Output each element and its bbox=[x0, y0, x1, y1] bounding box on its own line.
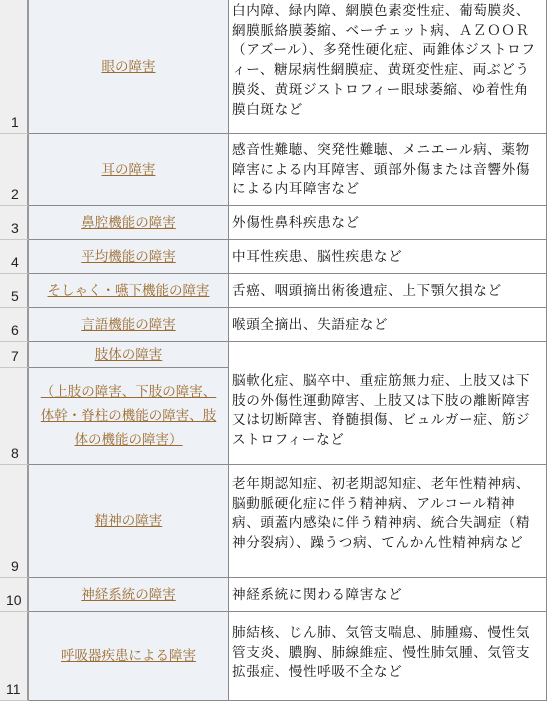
description-text: 外傷性鼻科疾患など bbox=[232, 214, 360, 231]
row-header[interactable] bbox=[0, 0, 29, 134]
description-cell[interactable] bbox=[229, 240, 547, 274]
row-header[interactable] bbox=[0, 240, 29, 274]
table-row bbox=[0, 465, 549, 578]
table-row bbox=[0, 308, 549, 342]
category-link-nervous[interactable]: 神経系統の障害 bbox=[81, 586, 176, 603]
category-link-speech[interactable]: 言語機能の障害 bbox=[81, 316, 176, 333]
table-row bbox=[0, 134, 549, 206]
row-header[interactable] bbox=[0, 206, 29, 240]
row-number: 10 bbox=[6, 592, 22, 608]
category-link-mental[interactable]: 精神の障害 bbox=[94, 513, 163, 529]
row-header[interactable] bbox=[0, 368, 29, 465]
row-header[interactable] bbox=[0, 578, 29, 612]
row-number: 11 bbox=[6, 681, 21, 697]
row-number: 2 bbox=[11, 186, 19, 202]
row-number: 5 bbox=[11, 288, 19, 304]
category-cell[interactable] bbox=[29, 368, 229, 465]
description-text: 脳軟化症、脳卒中、重症筋無力症、上肢又は下肢の外傷性運動障害、上肢又は下肢の離断障害又は切断障害、脊髄損傷、ビュルガー症、筋ジストロフィーなど bbox=[232, 373, 531, 449]
category-cell[interactable] bbox=[29, 240, 229, 274]
row-header[interactable] bbox=[0, 134, 29, 206]
row-header[interactable] bbox=[0, 342, 29, 368]
table-row bbox=[0, 274, 549, 308]
table-row bbox=[0, 612, 549, 701]
description-cell[interactable]: 白内障、緑内障、網膜色素変性症、葡萄膜炎、網膜脈絡膜萎縮、ベーチェット病、ＡＺＯＯＲ（アズール）、多発性硬化症、両錐体ジストロフィー、糖尿病性網膜症、黄斑変性症、両ぶどう膜炎、黄斑ジストロフィー眼球萎縮、ゆ着性角膜白斑など bbox=[229, 0, 547, 134]
category-link-limbs[interactable]: 肢体の障害 bbox=[94, 346, 163, 363]
row-number: 9 bbox=[11, 558, 19, 574]
category-cell[interactable] bbox=[29, 0, 229, 134]
table-row bbox=[0, 578, 549, 612]
description-text: 感音性難聴、突発性難聴、メニエール病、薬物障害による内耳障害、頭部外傷または音響外傷による内耳障害など bbox=[232, 141, 531, 198]
row-header[interactable] bbox=[0, 308, 29, 342]
category-cell[interactable] bbox=[29, 342, 229, 368]
description-cell-merged[interactable] bbox=[229, 342, 547, 465]
table-row bbox=[0, 0, 549, 134]
description-cell[interactable]: 肺結核、じん肺、気管支喘息、肺腫瘍、慢性気管支炎、膿胸、肺線維症、慢性肺気腫、気管支拡張症、慢性呼吸不全など bbox=[229, 612, 547, 701]
category-cell[interactable] bbox=[29, 308, 229, 342]
description-cell[interactable] bbox=[229, 578, 547, 612]
row-header[interactable] bbox=[0, 612, 29, 701]
description-text: 中耳性疾患、脳性疾患など bbox=[232, 248, 403, 265]
row-number: 7 bbox=[11, 348, 19, 364]
description-cell[interactable] bbox=[229, 274, 547, 308]
category-cell[interactable] bbox=[29, 612, 229, 701]
category-link-eye[interactable]: 眼の障害 bbox=[101, 58, 156, 75]
category-cell[interactable] bbox=[29, 206, 229, 240]
description-cell[interactable] bbox=[229, 308, 547, 342]
row-number: 4 bbox=[11, 254, 19, 270]
category-link-balance[interactable]: 平均機能の障害 bbox=[81, 248, 176, 265]
row-header[interactable] bbox=[0, 465, 29, 578]
category-cell[interactable] bbox=[29, 578, 229, 612]
description-text: 舌癌、咽頭摘出術後遺症、上下顎欠損など bbox=[232, 282, 502, 299]
category-link-ear[interactable]: 耳の障害 bbox=[101, 161, 156, 178]
description-text: 神経系統に関わる障害など bbox=[232, 586, 403, 603]
table-row bbox=[0, 240, 549, 274]
row-number: 3 bbox=[11, 220, 19, 236]
category-link-respiratory[interactable]: 呼吸器疾患による障害 bbox=[61, 648, 196, 664]
row-number: 1 bbox=[11, 114, 19, 130]
category-link-nasal[interactable]: 鼻腔機能の障害 bbox=[81, 214, 176, 231]
row-number: 6 bbox=[11, 322, 19, 338]
table-row bbox=[0, 206, 549, 240]
category-cell[interactable] bbox=[29, 465, 229, 578]
description-cell[interactable] bbox=[229, 206, 547, 240]
row-number: 8 bbox=[11, 445, 19, 461]
description-cell[interactable]: 老年期認知症、初老期認知症、老年性精神病、脳動脈硬化症に伴う精神病、アルコール精神病、頭蓋内感染に伴う精神病、統合失調症（精神分裂病）、躁うつ病、てんかん性精神病など bbox=[229, 465, 547, 578]
description-text: 喉頭全摘出、失語症など bbox=[232, 316, 389, 333]
row-header[interactable] bbox=[0, 274, 29, 308]
category-link-swallowing[interactable]: そしゃく・嚥下機能の障害 bbox=[47, 282, 210, 299]
category-cell[interactable] bbox=[29, 274, 229, 308]
description-cell[interactable] bbox=[229, 134, 547, 206]
category-link-limbs-detail[interactable]: （上肢の障害、下肢の障害、体幹・脊柱の機能の障害、肢体の機能の障害） bbox=[40, 384, 217, 448]
category-cell[interactable] bbox=[29, 134, 229, 206]
